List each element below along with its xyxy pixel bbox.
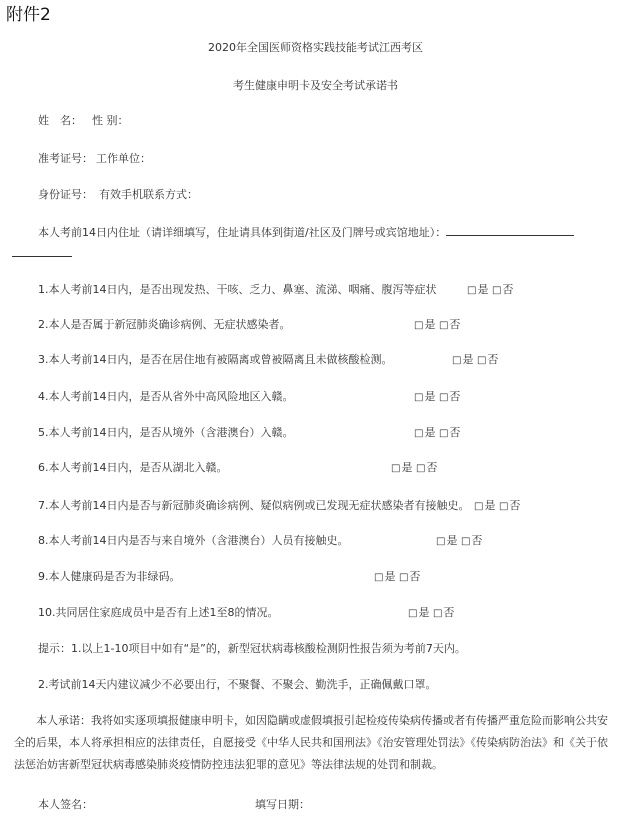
checkbox[interactable]: □ [438, 392, 449, 403]
question-options [414, 390, 460, 405]
checkbox[interactable]: □ [398, 572, 409, 583]
option-yes-label: 是 [418, 606, 430, 619]
option-no-label: 否 [443, 606, 455, 619]
checkbox[interactable]: □ [415, 463, 426, 474]
option-no-label: 否 [449, 318, 461, 331]
option-no-label: 否 [509, 499, 521, 512]
option-no-label: 否 [471, 534, 483, 547]
checkbox[interactable]: □ [452, 355, 462, 366]
checkbox[interactable]: □ [474, 501, 484, 512]
checkbox[interactable]: □ [460, 536, 471, 547]
document-subtitle: 考生健康申明卡及安全考试承诺书 [233, 79, 398, 92]
checkbox[interactable]: □ [467, 285, 477, 296]
checkbox[interactable]: □ [498, 501, 509, 512]
checkbox[interactable]: □ [438, 428, 449, 439]
option-yes-label: 是 [477, 283, 489, 296]
option-no-label: 否 [487, 353, 499, 366]
checkbox[interactable]: □ [414, 320, 424, 331]
address-field-label: 本人考前14日内住址（请详细填写，住址请具体到街道/社区及门牌号或宾馆地址）： [38, 226, 447, 239]
checkbox[interactable]: □ [432, 608, 443, 619]
question-item: 7.本人考前14日内是否与新冠肺炎确诊病例、疑似病例或已发现无症状感染者有接触史。 [38, 499, 470, 512]
attachment-label: 附件2 [6, 5, 51, 25]
checkbox[interactable]: □ [374, 572, 384, 583]
checkbox[interactable]: □ [491, 285, 502, 296]
question-item: 6.本人考前14日内，是否从湖北入赣。 [38, 461, 228, 474]
option-no-label: 否 [449, 390, 461, 403]
option-no-label: 否 [449, 426, 461, 439]
option-no-label: 否 [502, 283, 514, 296]
question-item: 3.本人考前14日内，是否在居住地有被隔离或曾被隔离且未做核酸检测。 [38, 353, 393, 366]
address-underline[interactable] [446, 225, 574, 236]
checkbox[interactable]: □ [408, 608, 418, 619]
phone-field-label: 有效手机联系方式： [99, 188, 198, 201]
work-unit-field-label: 工作单位： [96, 152, 151, 165]
id-field-label: 身份证号： [38, 188, 93, 201]
question-options [391, 461, 437, 476]
question-item: 9.本人健康码是否为非绿码。 [38, 570, 181, 583]
address-underline-continued[interactable] [12, 256, 72, 257]
checkbox[interactable]: □ [438, 320, 449, 331]
question-item: 5.本人考前14日内，是否从境外（含港澳台）入赣。 [38, 426, 294, 439]
gender-field-label: 性 别： [92, 114, 129, 127]
option-yes-label: 是 [424, 426, 436, 439]
option-yes-label: 是 [424, 318, 436, 331]
tip-note-2: 2.考试前14天内建议减少不必要出行，不聚餐、不聚会、勤洗手，正确佩戴口罩。 [38, 678, 437, 691]
name-field-label: 姓 名： [38, 114, 82, 127]
checkbox[interactable]: □ [414, 428, 424, 439]
name-gender-row [38, 114, 129, 128]
option-yes-label: 是 [484, 499, 496, 512]
address-row [38, 225, 574, 240]
question-options [467, 283, 513, 298]
commitment-paragraph: 本人承诺：我将如实逐项填报健康申明卡，如因隐瞒或虚假填报引起检疫传染病传播或者有传播严重危险而影响公共安全的后果，本人将承担相应的法律责任，自愿接受《中华人民共和国刑法》《治安管理处罚法》《传染病防治法》和《关于依法惩治妨害新型冠状病毒感染肺炎疫情防控违法犯罪的意见》等法律法规的处罚和制裁。 [14, 714, 608, 771]
signature-row [38, 798, 310, 812]
ticket-work-row [38, 152, 151, 166]
id-phone-row [38, 188, 198, 202]
checkbox[interactable]: □ [391, 463, 401, 474]
question-options [436, 534, 482, 549]
question-options [408, 606, 454, 621]
tip-note-1: 提示：1.以上1-10项目中如有“是”的，新型冠状病毒核酸检测阴性报告须为考前7天内。 [38, 642, 466, 655]
signature-label: 本人签名： [38, 798, 93, 811]
question-options [374, 570, 420, 585]
checkbox[interactable]: □ [414, 392, 424, 403]
option-yes-label: 是 [424, 390, 436, 403]
question-item: 10.共同居住家庭成员中是否有上述1至8的情况。 [38, 606, 279, 619]
checkbox[interactable]: □ [436, 536, 446, 547]
document-title: 2020年全国医师资格实践技能考试江西考区 [208, 41, 423, 54]
question-item: 4.本人考前14日内，是否从省外中高风险地区入赣。 [38, 390, 294, 403]
question-options [414, 318, 460, 333]
question-item: 8.本人考前14日内是否与来自境外（含港澳台）人员有接触史。 [38, 534, 349, 547]
option-no-label: 否 [409, 570, 421, 583]
fill-date-label: 填写日期： [255, 798, 310, 811]
question-options [452, 353, 498, 368]
option-yes-label: 是 [401, 461, 413, 474]
question-options [474, 499, 520, 514]
question-item: 2.本人是否属于新冠肺炎确诊病例、无症状感染者。 [38, 318, 291, 331]
question-item: 1.本人考前14日内，是否出现发热、干咳、乏力、鼻塞、流涕、咽痛、腹泻等症状 [38, 283, 437, 296]
option-yes-label: 是 [462, 353, 474, 366]
question-options [414, 426, 460, 441]
ticket-field-label: 准考证号： [38, 152, 93, 165]
checkbox[interactable]: □ [476, 355, 487, 366]
option-yes-label: 是 [384, 570, 396, 583]
option-yes-label: 是 [446, 534, 458, 547]
option-no-label: 否 [426, 461, 438, 474]
